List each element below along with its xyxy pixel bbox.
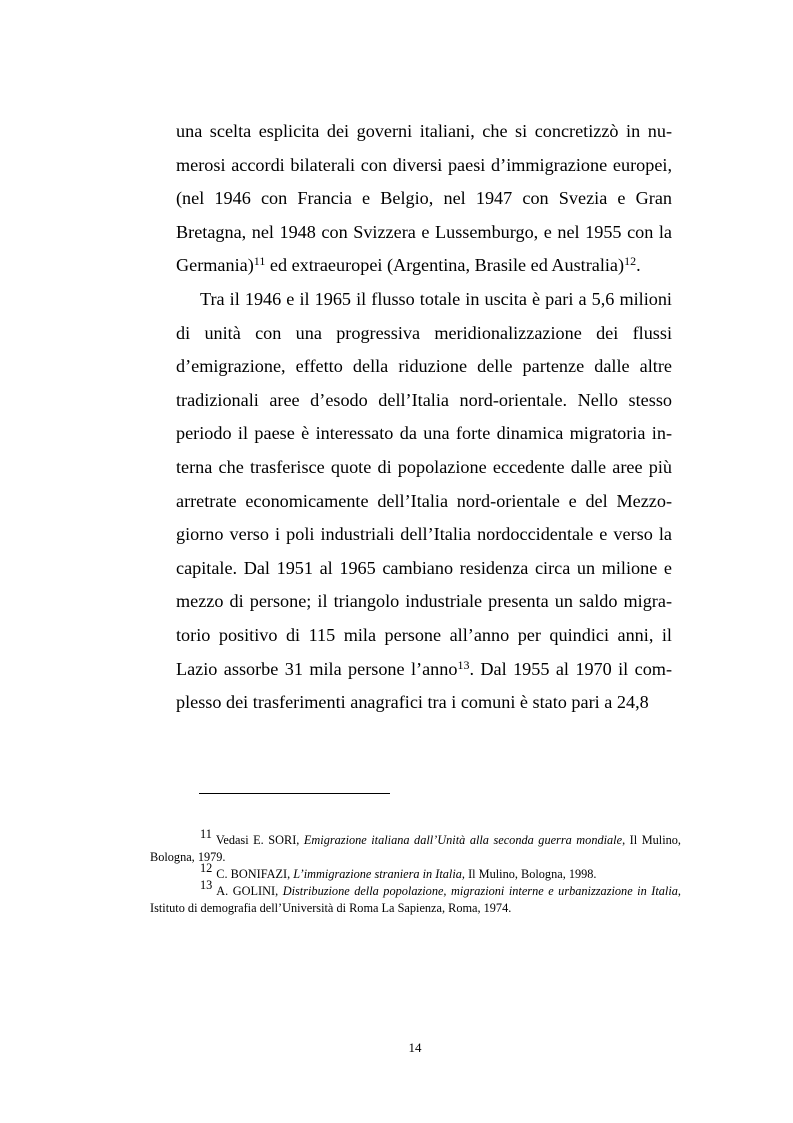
footnote-number: 11	[200, 827, 212, 841]
page-number: 14	[408, 1040, 422, 1055]
paragraph-2-text-a: Tra il 1946 e il 1965 il flusso totale in uscita è pari a 5,6 milioni di unità con una progressiva meridionalizzazione dei flussi d’emigrazione, effetto della riduzione delle partenze dalle altre tradizionali aree d’esodo dell’Italia nord-orientale. Nello stesso periodo il paese è interessato da una forte dinamica migratoria interna che trasferisce quote di popolazione eccedente dalle aree più arretrate economicamente dell’Italia nord-orientale e del Mezzogiorno verso i poli industriali dell’Italia nordoccidentale e verso la capitale. Dal 1951 al 1965 cambiano residenza circa un milione e mezzo di persone; il triangolo industriale presenta un saldo migratorio positivo di 115 mila persone all’anno per quindici anni, il Lazio assorbe 31 mila persone l’anno	[176, 288, 672, 679]
footnote-separator	[199, 793, 390, 794]
paragraph-2	[176, 283, 672, 720]
paragraph-1	[176, 115, 672, 283]
footnote-rest: , Il Mulino, Bologna, 1979.	[150, 833, 681, 864]
footnote-11	[150, 827, 681, 866]
footnote-title: Emigrazione italiana dall’Unità alla seconda guerra mondiale	[303, 833, 623, 847]
footnote-ref-13[interactable]: 13	[457, 657, 470, 672]
footnote-number: 12	[200, 861, 213, 875]
footnote-ref-11[interactable]: 11	[253, 254, 266, 269]
paragraph-1-text-a: una scelta esplicita dei governi italiani, che si concretizzò in numerosi accordi bilaterali con diversi paesi d’immigrazione europei, (nel 1946 con Francia e Belgio, nel 1947 con Svezia e Gran Bretagna, nel 1948 con Svizzera e Lussemburgo, e nel 1955 con la Germania)	[176, 121, 672, 276]
footnotes	[150, 827, 681, 917]
footnote-author: C. BONIFAZI,	[216, 867, 294, 881]
footnote-author: Vedasi E. SORI,	[215, 833, 304, 847]
footnote-13	[150, 878, 681, 917]
footnote-author: A. GOLINI,	[216, 884, 283, 898]
footnote-title: L’immigrazione straniera in Italia,	[293, 867, 465, 881]
footnote-number: 13	[200, 878, 213, 892]
paragraph-2-text-b: . Dal 1955 al 1970 il complesso dei trasferimenti anagrafici tra i comuni è stato pari a 24,8	[176, 658, 673, 713]
paragraph-1-text-c: .	[636, 255, 641, 276]
paragraph-1-text-b: ed extraeuropei (Argentina, Brasile ed Australia)	[265, 255, 625, 276]
footnote-title: Distribuzione della popolazione, migrazioni interne e urbanizzazione in Italia	[282, 884, 678, 898]
footnote-ref-12[interactable]: 12	[624, 254, 637, 269]
footnote-rest: Il Mulino, Bologna, 1998.	[465, 867, 597, 881]
footnote-12	[150, 861, 681, 883]
main-text	[176, 115, 672, 720]
footnote-rest: , Istituto di demografia dell’Università di Roma La Sapienza, Roma, 1974.	[150, 884, 681, 915]
